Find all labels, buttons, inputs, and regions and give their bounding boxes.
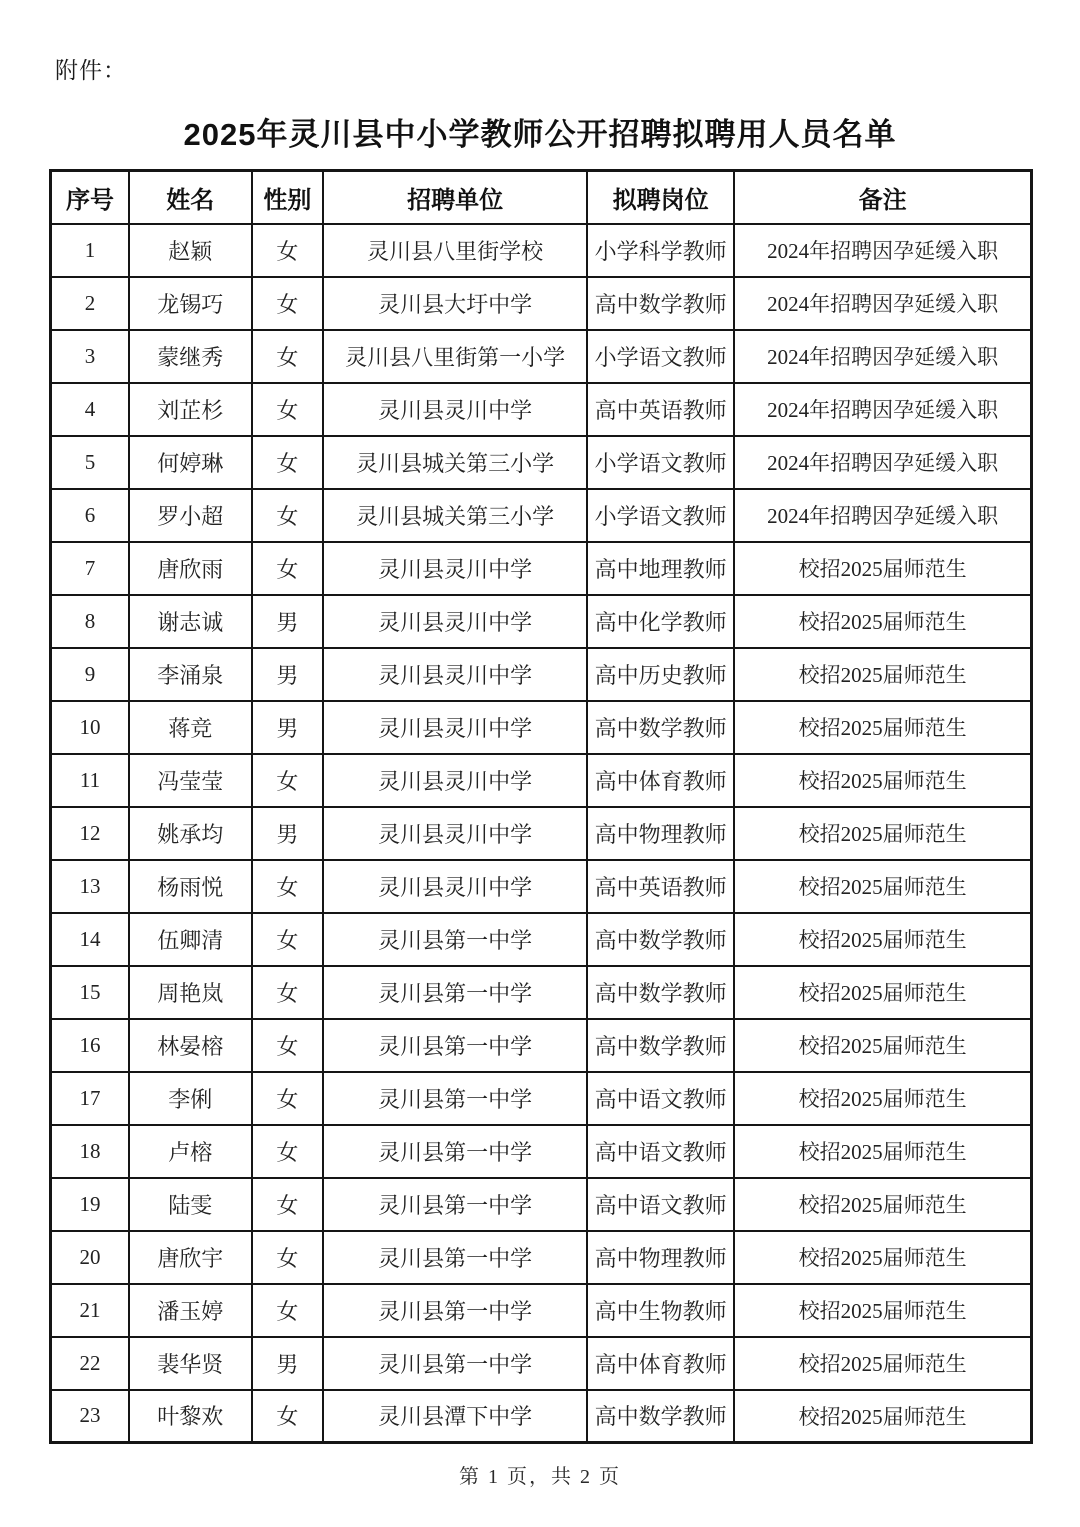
cell-position: 高中英语教师 bbox=[587, 860, 734, 913]
cell-unit: 灵川县第一中学 bbox=[323, 966, 587, 1019]
cell-unit: 灵川县灵川中学 bbox=[323, 754, 587, 807]
cell-name: 李俐 bbox=[129, 1072, 252, 1125]
table-row bbox=[51, 860, 1032, 913]
cell-remark: 校招2025届师范生 bbox=[734, 1178, 1031, 1231]
roster-table bbox=[49, 169, 1033, 1444]
table-row bbox=[51, 807, 1032, 860]
cell-no: 20 bbox=[51, 1231, 129, 1284]
cell-no: 17 bbox=[51, 1072, 129, 1125]
cell-unit: 灵川县城关第三小学 bbox=[323, 489, 587, 542]
cell-name: 谢志诚 bbox=[129, 595, 252, 648]
table-row bbox=[51, 277, 1032, 330]
cell-remark: 校招2025届师范生 bbox=[734, 807, 1031, 860]
cell-position: 高中英语教师 bbox=[587, 383, 734, 436]
cell-gender: 女 bbox=[252, 277, 324, 330]
cell-gender: 男 bbox=[252, 701, 324, 754]
cell-position: 高中生物教师 bbox=[587, 1284, 734, 1337]
cell-gender: 女 bbox=[252, 1284, 324, 1337]
cell-name: 龙锡巧 bbox=[129, 277, 252, 330]
cell-no: 14 bbox=[51, 913, 129, 966]
cell-name: 伍卿清 bbox=[129, 913, 252, 966]
cell-position: 高中数学教师 bbox=[587, 1390, 734, 1443]
cell-no: 9 bbox=[51, 648, 129, 701]
table-row bbox=[51, 913, 1032, 966]
cell-remark: 2024年招聘因孕延缓入职 bbox=[734, 277, 1031, 330]
cell-position: 小学语文教师 bbox=[587, 436, 734, 489]
cell-no: 18 bbox=[51, 1125, 129, 1178]
cell-gender: 女 bbox=[252, 1072, 324, 1125]
cell-name: 蒙继秀 bbox=[129, 330, 252, 383]
table-row bbox=[51, 648, 1032, 701]
cell-remark: 2024年招聘因孕延缓入职 bbox=[734, 330, 1031, 383]
cell-position: 高中物理教师 bbox=[587, 807, 734, 860]
cell-position: 高中体育教师 bbox=[587, 754, 734, 807]
cell-unit: 灵川县第一中学 bbox=[323, 1019, 587, 1072]
cell-gender: 女 bbox=[252, 1178, 324, 1231]
cell-unit: 灵川县第一中学 bbox=[323, 1125, 587, 1178]
cell-no: 10 bbox=[51, 701, 129, 754]
cell-remark: 2024年招聘因孕延缓入职 bbox=[734, 224, 1031, 277]
cell-remark: 校招2025届师范生 bbox=[734, 542, 1031, 595]
cell-position: 高中数学教师 bbox=[587, 1019, 734, 1072]
page-number-footer: 第 1 页，共 2 页 bbox=[459, 1466, 621, 1488]
cell-remark: 校招2025届师范生 bbox=[734, 648, 1031, 701]
table-row bbox=[51, 1284, 1032, 1337]
cell-remark: 校招2025届师范生 bbox=[734, 595, 1031, 648]
cell-remark: 校招2025届师范生 bbox=[734, 1337, 1031, 1390]
table-row bbox=[51, 1125, 1032, 1178]
cell-gender: 男 bbox=[252, 595, 324, 648]
table-row bbox=[51, 383, 1032, 436]
cell-position: 高中数学教师 bbox=[587, 701, 734, 754]
column-header-position: 拟聘岗位 bbox=[587, 171, 734, 224]
cell-remark: 2024年招聘因孕延缓入职 bbox=[734, 383, 1031, 436]
cell-unit: 灵川县大圩中学 bbox=[323, 277, 587, 330]
cell-remark: 校招2025届师范生 bbox=[734, 1231, 1031, 1284]
cell-no: 23 bbox=[51, 1390, 129, 1443]
cell-gender: 男 bbox=[252, 648, 324, 701]
cell-remark: 2024年招聘因孕延缓入职 bbox=[734, 436, 1031, 489]
cell-name: 叶黎欢 bbox=[129, 1390, 252, 1443]
cell-unit: 灵川县第一中学 bbox=[323, 1337, 587, 1390]
column-header-no: 序号 bbox=[51, 171, 129, 224]
cell-unit: 灵川县灵川中学 bbox=[323, 807, 587, 860]
cell-unit: 灵川县潭下中学 bbox=[323, 1390, 587, 1443]
cell-position: 小学语文教师 bbox=[587, 330, 734, 383]
cell-unit: 灵川县第一中学 bbox=[323, 1178, 587, 1231]
table-row bbox=[51, 489, 1032, 542]
cell-no: 8 bbox=[51, 595, 129, 648]
cell-name: 裴华贤 bbox=[129, 1337, 252, 1390]
table-row bbox=[51, 1019, 1032, 1072]
cell-no: 13 bbox=[51, 860, 129, 913]
cell-unit: 灵川县第一中学 bbox=[323, 913, 587, 966]
cell-gender: 女 bbox=[252, 224, 324, 277]
cell-gender: 女 bbox=[252, 330, 324, 383]
table-row bbox=[51, 224, 1032, 277]
table-row bbox=[51, 1337, 1032, 1390]
table-row bbox=[51, 1072, 1032, 1125]
table-row bbox=[51, 542, 1032, 595]
cell-name: 周艳岚 bbox=[129, 966, 252, 1019]
cell-remark: 校招2025届师范生 bbox=[734, 1072, 1031, 1125]
cell-unit: 灵川县灵川中学 bbox=[323, 860, 587, 913]
cell-position: 高中语文教师 bbox=[587, 1125, 734, 1178]
cell-no: 11 bbox=[51, 754, 129, 807]
cell-remark: 校招2025届师范生 bbox=[734, 913, 1031, 966]
cell-gender: 女 bbox=[252, 489, 324, 542]
cell-gender: 女 bbox=[252, 754, 324, 807]
column-header-unit: 招聘单位 bbox=[323, 171, 587, 224]
cell-name: 林晏榕 bbox=[129, 1019, 252, 1072]
cell-unit: 灵川县第一中学 bbox=[323, 1072, 587, 1125]
cell-gender: 女 bbox=[252, 966, 324, 1019]
table-row bbox=[51, 330, 1032, 383]
cell-remark: 校招2025届师范生 bbox=[734, 754, 1031, 807]
cell-gender: 男 bbox=[252, 1337, 324, 1390]
cell-name: 卢榕 bbox=[129, 1125, 252, 1178]
cell-name: 唐欣宇 bbox=[129, 1231, 252, 1284]
cell-position: 高中体育教师 bbox=[587, 1337, 734, 1390]
cell-unit: 灵川县灵川中学 bbox=[323, 383, 587, 436]
cell-no: 5 bbox=[51, 436, 129, 489]
column-header-gender: 性别 bbox=[252, 171, 324, 224]
cell-no: 4 bbox=[51, 383, 129, 436]
column-header-remark: 备注 bbox=[734, 171, 1031, 224]
cell-gender: 女 bbox=[252, 1390, 324, 1443]
cell-position: 高中数学教师 bbox=[587, 913, 734, 966]
cell-remark: 校招2025届师范生 bbox=[734, 966, 1031, 1019]
table-row bbox=[51, 436, 1032, 489]
cell-remark: 校招2025届师范生 bbox=[734, 1125, 1031, 1178]
cell-name: 李涌泉 bbox=[129, 648, 252, 701]
cell-unit: 灵川县八里街学校 bbox=[323, 224, 587, 277]
cell-gender: 女 bbox=[252, 1125, 324, 1178]
cell-position: 高中物理教师 bbox=[587, 1231, 734, 1284]
cell-position: 高中语文教师 bbox=[587, 1072, 734, 1125]
table-row bbox=[51, 701, 1032, 754]
cell-name: 赵颖 bbox=[129, 224, 252, 277]
cell-name: 陆雯 bbox=[129, 1178, 252, 1231]
cell-name: 何婷琳 bbox=[129, 436, 252, 489]
cell-position: 高中历史教师 bbox=[587, 648, 734, 701]
cell-position: 小学科学教师 bbox=[587, 224, 734, 277]
cell-remark: 校招2025届师范生 bbox=[734, 1390, 1031, 1443]
cell-name: 蒋竞 bbox=[129, 701, 252, 754]
table-body bbox=[51, 224, 1032, 1443]
table-row bbox=[51, 1178, 1032, 1231]
cell-no: 6 bbox=[51, 489, 129, 542]
cell-remark: 校招2025届师范生 bbox=[734, 701, 1031, 754]
cell-name: 潘玉婷 bbox=[129, 1284, 252, 1337]
cell-remark: 校招2025届师范生 bbox=[734, 1284, 1031, 1337]
cell-no: 15 bbox=[51, 966, 129, 1019]
cell-gender: 女 bbox=[252, 913, 324, 966]
cell-gender: 女 bbox=[252, 1231, 324, 1284]
cell-no: 22 bbox=[51, 1337, 129, 1390]
cell-gender: 男 bbox=[252, 807, 324, 860]
cell-remark: 2024年招聘因孕延缓入职 bbox=[734, 489, 1031, 542]
cell-no: 21 bbox=[51, 1284, 129, 1337]
cell-unit: 灵川县灵川中学 bbox=[323, 648, 587, 701]
cell-name: 唐欣雨 bbox=[129, 542, 252, 595]
cell-no: 16 bbox=[51, 1019, 129, 1072]
cell-no: 2 bbox=[51, 277, 129, 330]
cell-unit: 灵川县灵川中学 bbox=[323, 701, 587, 754]
cell-gender: 女 bbox=[252, 860, 324, 913]
table-row bbox=[51, 966, 1032, 1019]
cell-unit: 灵川县灵川中学 bbox=[323, 542, 587, 595]
cell-unit: 灵川县第一中学 bbox=[323, 1231, 587, 1284]
cell-name: 罗小超 bbox=[129, 489, 252, 542]
cell-position: 高中数学教师 bbox=[587, 277, 734, 330]
cell-name: 杨雨悦 bbox=[129, 860, 252, 913]
table-row bbox=[51, 1390, 1032, 1443]
cell-no: 19 bbox=[51, 1178, 129, 1231]
page-title: 2025年灵川县中小学教师公开招聘拟聘用人员名单 bbox=[183, 117, 897, 152]
cell-position: 高中语文教师 bbox=[587, 1178, 734, 1231]
cell-no: 3 bbox=[51, 330, 129, 383]
cell-remark: 校招2025届师范生 bbox=[734, 860, 1031, 913]
cell-name: 姚承均 bbox=[129, 807, 252, 860]
cell-unit: 灵川县第一中学 bbox=[323, 1284, 587, 1337]
cell-gender: 女 bbox=[252, 436, 324, 489]
table-header bbox=[51, 171, 1032, 224]
cell-name: 冯莹莹 bbox=[129, 754, 252, 807]
cell-position: 高中数学教师 bbox=[587, 966, 734, 1019]
cell-gender: 女 bbox=[252, 1019, 324, 1072]
cell-remark: 校招2025届师范生 bbox=[734, 1019, 1031, 1072]
cell-unit: 灵川县灵川中学 bbox=[323, 595, 587, 648]
table-row bbox=[51, 1231, 1032, 1284]
column-header-name: 姓名 bbox=[129, 171, 252, 224]
header-row bbox=[51, 171, 1032, 224]
cell-no: 7 bbox=[51, 542, 129, 595]
cell-unit: 灵川县城关第三小学 bbox=[323, 436, 587, 489]
table-row bbox=[51, 595, 1032, 648]
cell-position: 高中地理教师 bbox=[587, 542, 734, 595]
cell-position: 高中化学教师 bbox=[587, 595, 734, 648]
cell-gender: 女 bbox=[252, 542, 324, 595]
cell-name: 刘芷杉 bbox=[129, 383, 252, 436]
cell-no: 12 bbox=[51, 807, 129, 860]
table-row bbox=[51, 754, 1032, 807]
cell-unit: 灵川县八里街第一小学 bbox=[323, 330, 587, 383]
cell-no: 1 bbox=[51, 224, 129, 277]
attachment-label: 附件： bbox=[55, 58, 127, 83]
cell-gender: 女 bbox=[252, 383, 324, 436]
cell-position: 小学语文教师 bbox=[587, 489, 734, 542]
